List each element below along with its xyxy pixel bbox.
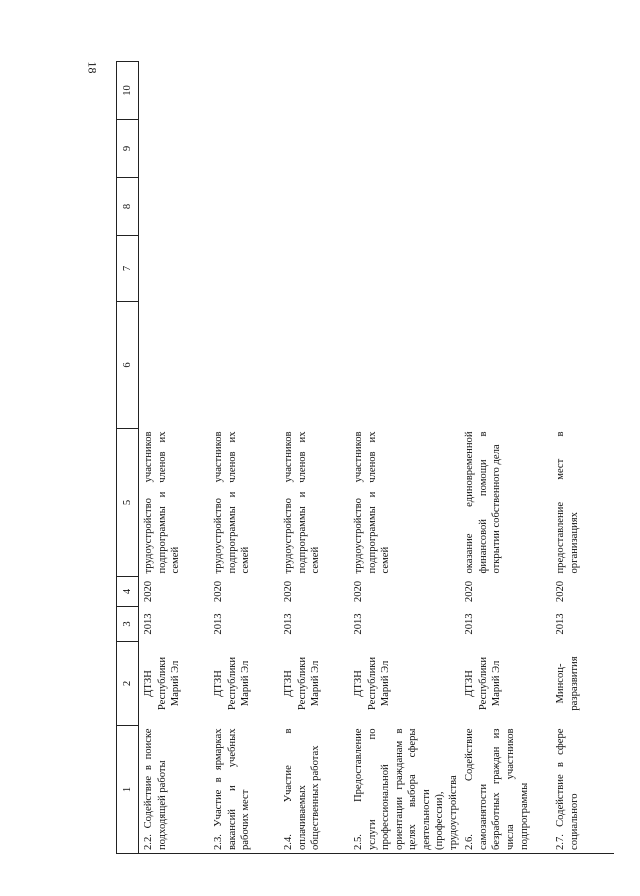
expected-result: предоставление мест в организациях — [555, 431, 580, 574]
start-year: 2013 — [353, 613, 364, 635]
empty-cell — [349, 178, 460, 236]
empty-cell — [460, 62, 551, 120]
col-header-2: 2 — [117, 642, 139, 726]
empty-cell — [551, 302, 614, 429]
end-year: 2020 — [213, 580, 224, 603]
header-row — [117, 62, 139, 854]
empty-cell — [209, 302, 279, 429]
expected-result: трудоустройство участников подпрограммы и членов их семей — [143, 431, 182, 574]
empty-cell — [551, 120, 614, 178]
col-header-9: 9 — [117, 120, 139, 178]
empty-cell — [349, 62, 460, 120]
measure-name: 2.3. Участие в ярмарках вакансий и учебных рабочих мест — [209, 726, 279, 854]
empty-cell — [139, 302, 210, 429]
empty-cell — [139, 120, 210, 178]
empty-cell — [279, 120, 349, 178]
end-year: 2020 — [464, 580, 476, 603]
start-year: 2013 — [143, 613, 154, 635]
col-header-6: 6 — [117, 302, 139, 429]
empty-cell — [279, 178, 349, 236]
col-header-4: 4 — [117, 577, 139, 607]
expected-result: оказание единовременной финансовой помощи в открытии собственного дела — [464, 431, 503, 574]
executor: ДТЗН Республики Марий Эл — [464, 656, 503, 711]
measures-table — [116, 61, 614, 854]
measure-name: 2.5. Предоставление услуги по профессиональной ориентации гражданам в целях выбора сферы деятельности (профессии), трудоустройства — [349, 726, 460, 854]
end-year: 2020 — [353, 580, 364, 603]
expected-result: трудоустройство участников подпрограммы и членов их семей — [353, 431, 392, 574]
empty-cell — [209, 62, 279, 120]
empty-cell — [349, 236, 460, 302]
end-year: 2020 — [555, 580, 567, 603]
executor: ДТЗН Республики Марий Эл — [283, 656, 322, 711]
measure-name: 2.7. Содействие в сфере социального — [551, 726, 614, 854]
table-row — [349, 62, 460, 854]
measure-name: 2.4. Участие в оплачиваемых общественных работах — [279, 726, 349, 854]
empty-cell — [551, 236, 614, 302]
start-year: 2013 — [283, 613, 294, 635]
empty-cell — [349, 302, 460, 429]
executor: Минсоц- разразвития — [555, 656, 580, 711]
empty-cell — [139, 178, 210, 236]
end-year: 2020 — [143, 580, 154, 603]
empty-cell — [279, 236, 349, 302]
col-header-3: 3 — [117, 607, 139, 642]
end-year: 2020 — [283, 580, 294, 603]
table-row — [209, 62, 279, 854]
col-header-10: 10 — [117, 62, 139, 120]
empty-cell — [349, 120, 460, 178]
executor: ДТЗН Республики Марий Эл — [143, 656, 182, 711]
col-header-7: 7 — [117, 236, 139, 302]
empty-cell — [209, 178, 279, 236]
measure-name: 2.6. Содействие самозанятости безработных граждан из числа участников подпрограммы — [460, 726, 551, 854]
empty-cell — [209, 236, 279, 302]
rotated-table-container — [116, 62, 580, 854]
empty-cell — [460, 120, 551, 178]
col-header-1: 1 — [117, 726, 139, 854]
start-year: 2013 — [464, 613, 476, 635]
empty-cell — [551, 62, 614, 120]
page-number: 18 — [85, 61, 100, 74]
table-row — [551, 62, 614, 854]
empty-cell — [460, 178, 551, 236]
empty-cell — [279, 62, 349, 120]
empty-cell — [139, 62, 210, 120]
table-row — [139, 62, 210, 854]
empty-cell — [139, 236, 210, 302]
empty-cell — [460, 302, 551, 429]
measure-name: 2.2. Содействие в поиске подходящей работы — [139, 726, 210, 854]
table-row — [279, 62, 349, 854]
expected-result: трудоустройство участников подпрограммы и членов их семей — [213, 431, 252, 574]
col-header-5: 5 — [117, 429, 139, 577]
executor: ДТЗН Республики Марий Эл — [353, 656, 392, 711]
start-year: 2013 — [213, 613, 224, 635]
empty-cell — [551, 178, 614, 236]
expected-result: трудоустройство участников подпрограммы и членов их семей — [283, 431, 322, 574]
col-header-8: 8 — [117, 178, 139, 236]
executor: ДТЗН Республики Марий Эл — [213, 656, 252, 711]
empty-cell — [279, 302, 349, 429]
table-row — [460, 62, 551, 854]
empty-cell — [209, 120, 279, 178]
start-year: 2013 — [555, 613, 567, 635]
empty-cell — [460, 236, 551, 302]
